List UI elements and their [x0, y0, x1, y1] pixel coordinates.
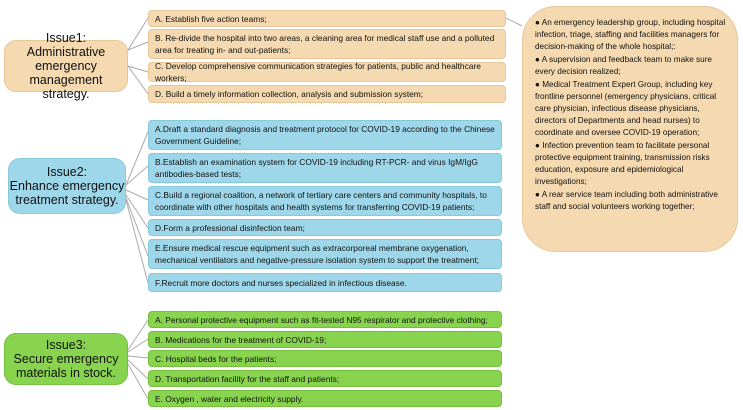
connector-3c — [128, 356, 148, 358]
issue3-item-e — [148, 390, 502, 407]
issue3-item-e-text: E. Oxygen , water and electricity supply. — [155, 393, 304, 404]
issue3-item-c — [148, 350, 502, 367]
team-supervision: ● A supervision and feedback team to make sure every decision realized; — [535, 55, 712, 76]
connector-2e — [126, 198, 148, 256]
connector-teams — [506, 18, 522, 26]
action-teams-box — [522, 6, 738, 252]
issue3-title-line1: Issue3: — [45, 338, 87, 352]
issue1-item-a-text: A. Establish five action teams; — [155, 13, 267, 24]
issue1-item-d-text: D. Build a timely information collection, analysis and submission system; — [155, 89, 424, 99]
issue1-item-b-text: B. Re-divide the hospital into two areas, a cleaning area for medical staff use and a polluted area for treating in- and out-patients; — [155, 33, 495, 55]
issue3-item-d — [148, 370, 502, 387]
issue1-title-line2: Administrative emergency — [26, 45, 106, 73]
issue1-item-c — [148, 62, 506, 82]
issue3-item-b-text: B. Medications for the treatment of COVID-19; — [155, 334, 327, 345]
issue1-item-c-text: C. Develop comprehensive communication strategies for patients, public and healthcare workers; — [155, 61, 481, 83]
issue3-box — [4, 333, 128, 385]
issue2-item-f-text: F.Recruit more doctors and nurses specialized in infectious disease. — [155, 277, 407, 288]
connector-2f — [126, 200, 148, 283]
connector-2a — [126, 132, 148, 185]
team-medical-expert: ● Medical Treatment Expert Group, including key frontline personnel (emergency physicians, critical care physician, infectious disease physicians, directors of Departments and head nurses) to coordinate and oversee COVID-19 operation; — [535, 80, 717, 137]
issue2-title-line3: treatment strategy. — [15, 193, 119, 207]
issue2-item-a — [148, 120, 502, 150]
issue3-item-a-text: A. Personal protective equipment such as fit-tested N95 respirator and protective clothing; — [155, 314, 488, 325]
team-leadership: ● An emergency leadership group, including hospital infection, triage, staffing and facilities managers for decision-making of the whole hospital;: — [535, 18, 726, 51]
issue3-item-b — [148, 331, 502, 348]
issue2-item-d — [148, 219, 502, 236]
issue2-title-line2: Enhance emergency — [9, 179, 125, 193]
issue2-item-b-text: B.Establish an examination system for COVID-19 including RT-PCR- and virus IgM/IgG antibodies-based tests; — [155, 157, 478, 179]
team-rear-service: ● A rear service team including both administrative staff and social volunteers working together; — [535, 190, 718, 211]
issue1-item-d — [148, 85, 506, 103]
issue2-box — [8, 158, 126, 214]
issue3-item-c-text: C. Hospital beds for the patients; — [155, 353, 277, 364]
connector-1a — [128, 18, 148, 50]
issue1-title-line3: management strategy. — [29, 73, 103, 101]
team-infection-prevention: ● Infection prevention team to facilitate personal protective equipment training, transmission risks education, exposure and epidemiological investigations; — [535, 141, 710, 186]
issue3-title-line3: materials in stock. — [15, 366, 117, 380]
connector-1c — [128, 66, 148, 72]
issue1-title-line1: Issue1: — [45, 31, 87, 45]
connector-2b — [126, 166, 148, 185]
connector-2c — [126, 190, 148, 200]
issue3-title-line2: Secure emergency — [13, 352, 119, 366]
issue2-item-f — [148, 273, 502, 292]
issue1-box — [4, 31, 128, 101]
issue1-item-a — [148, 10, 506, 27]
issue2-title-line1: Issue2: — [46, 165, 88, 179]
issue2-item-e-text: E.Ensure medical rescue equipment such as extracorporeal membrane oxygenation, mechanical ventilators and negative-pressure isolation system to support the treatment; — [155, 243, 479, 265]
connector-1d — [128, 66, 148, 94]
issue2-item-a-text: A.Draft a standard diagnosis and treatment protocol for COVID-19 according to the Chinese Government Guideline; — [155, 124, 495, 146]
issue3-item-a — [148, 311, 502, 328]
issue2-item-c — [148, 186, 502, 216]
issue2-item-e — [148, 239, 502, 269]
issue3-item-d-text: D. Transportation facility for the staff and patients; — [155, 373, 340, 384]
issue2-item-d-text: D.Form a professional disinfection team; — [155, 222, 305, 233]
issue2-item-b — [148, 153, 502, 183]
issue2-item-c-text: C.Build a regional coalition, a network of tertiary care centers and community hospitals, to coordinate with other hospitals and health systems for transferring COVID-19 patients; — [155, 190, 487, 212]
issue1-item-b — [148, 29, 506, 59]
